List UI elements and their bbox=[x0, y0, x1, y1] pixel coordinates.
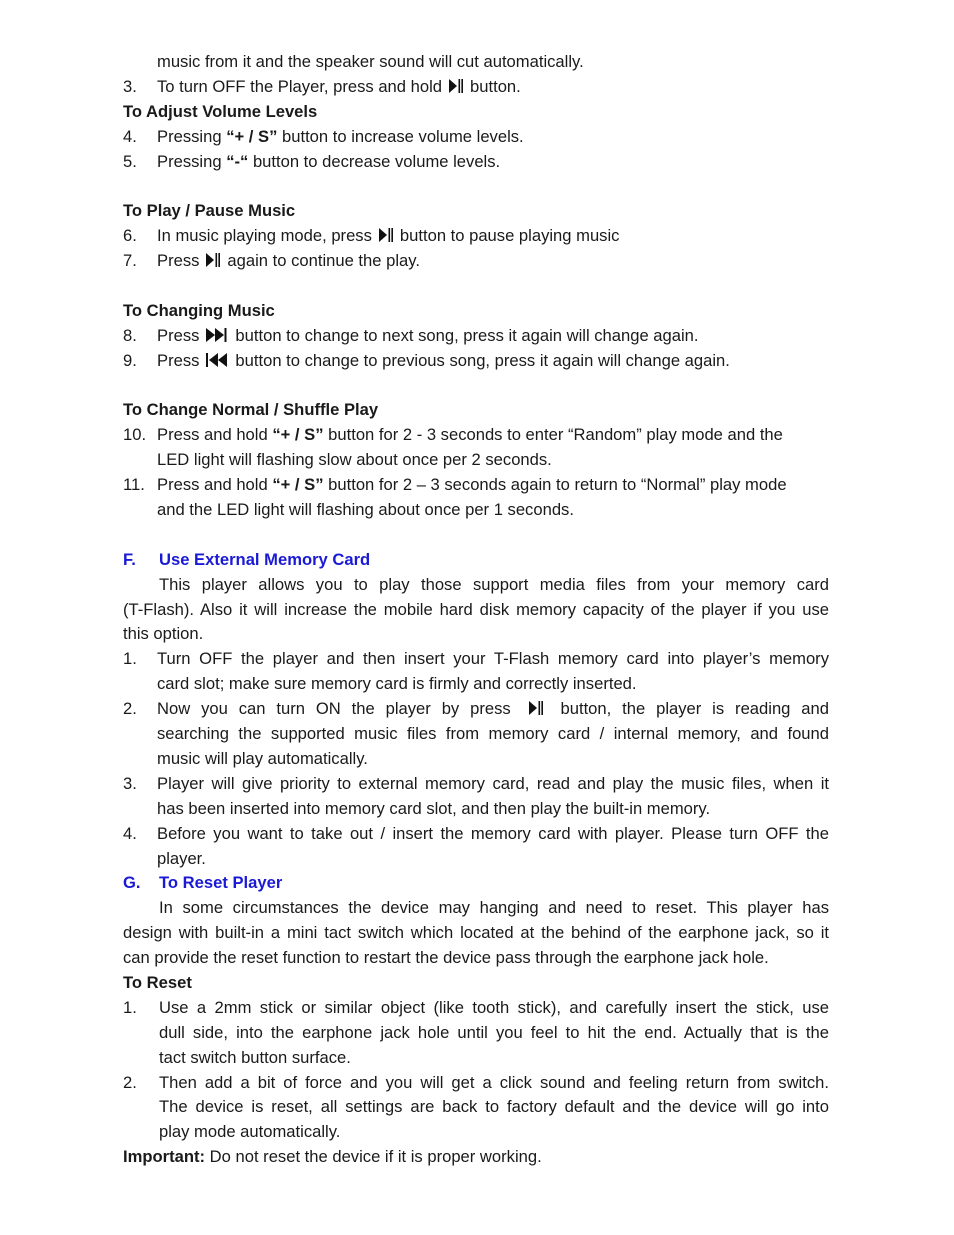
list-item: 4. Before you want to take out / insert the memory card with player. Please turn OFF the player. bbox=[123, 823, 829, 868]
list-item: 9. Press button to change to previous song, press it again will change again. bbox=[123, 350, 730, 370]
section-heading-f: F. Use External Memory Card bbox=[123, 549, 371, 569]
list-item: 8. Press button to change to next song, press it again will change again. bbox=[123, 325, 699, 345]
paragraph-line: This player allows you to play those support media files from your memory card bbox=[159, 574, 829, 594]
section-heading-reset: To Reset bbox=[123, 972, 192, 992]
important-note: Important: Do not reset the device if it is proper working. bbox=[123, 1147, 542, 1167]
play-pause-icon bbox=[528, 700, 544, 716]
list-item: 7. Press again to continue the play. bbox=[123, 251, 420, 271]
continuation-line: music from it and the speaker sound will cut automatically. bbox=[157, 52, 584, 71]
list-item: 10. Press and hold “+ / S” button for 2 - 3 seconds to enter “Random” play mode and the LED light will flashing slow about once per 2 seconds. bbox=[123, 425, 783, 470]
paragraph-line: (T-Flash). Also it will increase the mobile hard disk memory capacity of the player if you use bbox=[123, 599, 829, 619]
section-heading-shuffle: To Change Normal / Shuffle Play bbox=[123, 400, 379, 420]
play-pause-icon bbox=[378, 227, 394, 243]
section-heading-playpause: To Play / Pause Music bbox=[123, 201, 296, 221]
paragraph-line: In some circumstances the device may hanging and need to reset. This player has bbox=[159, 898, 829, 918]
list-item: 4. Pressing “+ / S” button to increase volume levels. bbox=[123, 126, 524, 146]
list-item: 11. Press and hold “+ / S” button for 2 – 3 seconds again to return to “Normal” play mode and the LED light will flashing about once per 1 seconds. bbox=[123, 475, 787, 520]
section-heading-changing: To Changing Music bbox=[123, 300, 275, 320]
list-item: 1. Use a 2mm stick or similar object (like tooth stick), and carefully insert the stick, use dull side, into the earphone jack hole until you feel to hit the end. Actually that is the tact switch button surface. bbox=[123, 997, 829, 1067]
next-track-icon bbox=[205, 327, 229, 343]
section-heading-volume: To Adjust Volume Levels bbox=[123, 101, 318, 121]
list-item: 2. Now you can turn ON the player by press button, the player is reading and searching the supported music files from memory card / internal memory, and found music will play automatically. bbox=[123, 699, 829, 768]
list-item: 5. Pressing “-“ button to decrease volume levels. bbox=[123, 151, 501, 171]
paragraph-line: design with built-in a mini tact switch which located at the behind of the earphone jack, so it bbox=[123, 923, 829, 943]
play-pause-icon bbox=[448, 78, 464, 94]
paragraph-line: this option. bbox=[123, 624, 204, 644]
list-item: 2. Then add a bit of force and you will get a click sound and feeling return from switch. The device is reset, all settings are back to factory default and the device will go into play mode automatically. bbox=[123, 1072, 829, 1142]
list-item: 3. To turn OFF the Player, press and hold button. bbox=[123, 76, 521, 96]
list-item: 6. In music playing mode, press button to pause playing music bbox=[123, 226, 620, 246]
play-pause-icon bbox=[205, 252, 221, 268]
list-item: 3. Player will give priority to external memory card, read and play the music files, when it has been inserted into memory card slot, and then play the built-in memory. bbox=[123, 773, 829, 818]
list-item: 1. Turn OFF the player and then insert your T-Flash memory card into player’s memory card slot; make sure memory card is firmly and correctly inserted. bbox=[123, 649, 829, 694]
manual-page bbox=[123, 50, 829, 1170]
paragraph-line: can provide the reset function to restart the device pass through the earphone jack hole. bbox=[123, 948, 769, 968]
previous-track-icon bbox=[205, 352, 229, 368]
section-heading-g: G. To Reset Player bbox=[123, 873, 283, 893]
